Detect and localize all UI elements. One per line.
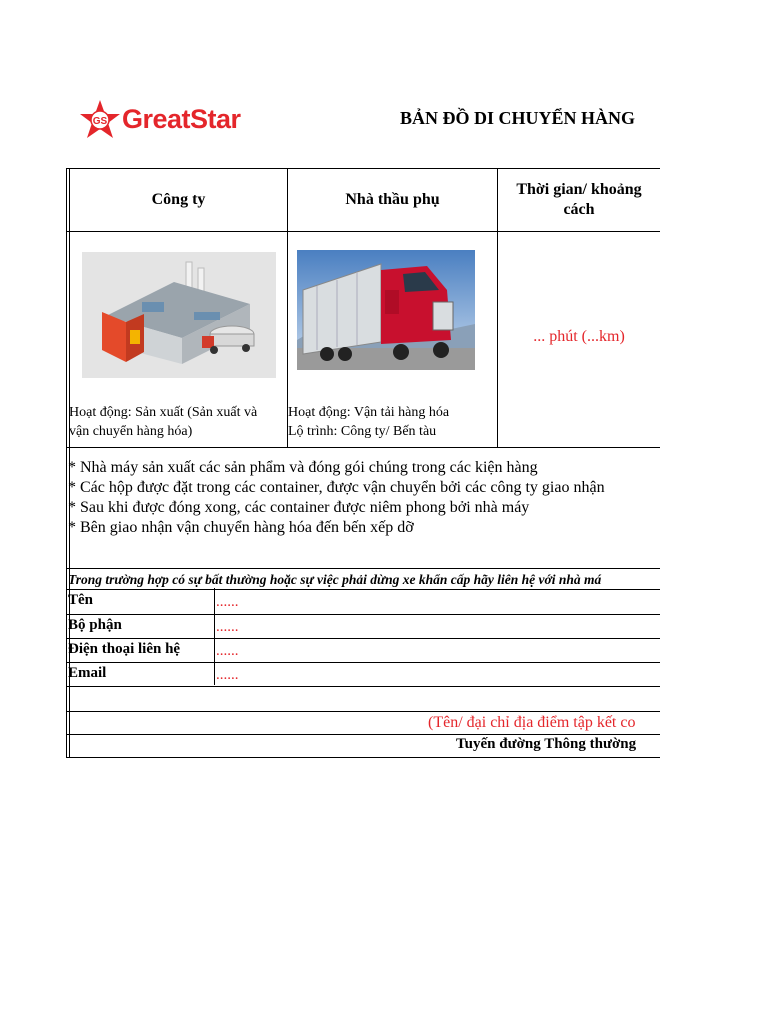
company-caption — [69, 403, 257, 441]
contact-label-department: Bộ phận — [68, 617, 122, 633]
contact-label-phone: Điện thoại liên hệ — [68, 641, 181, 657]
grid-line — [66, 168, 67, 758]
brand-name: GreatStar — [122, 104, 241, 134]
grid-line — [66, 662, 660, 663]
truck-image — [297, 250, 475, 370]
note-line: * Sau khi được đóng xong, các container được niêm phong bởi nhà máy — [68, 499, 530, 516]
contact-value-name: ...... — [216, 594, 239, 610]
note-line: * Các hộp được đặt trong các container, được vận chuyển bởi các công ty giao nhận — [68, 479, 605, 496]
grid-line — [66, 757, 660, 758]
contact-value-department: ...... — [216, 619, 239, 635]
contact-label-name: Tên — [68, 592, 94, 608]
header-company: Công ty — [151, 191, 206, 208]
grid-line — [66, 638, 660, 639]
note-line: * Bên giao nhận vận chuyển hàng hóa đến bến xếp dỡ — [68, 519, 414, 536]
page-title: BẢN ĐỒ DI CHUYỂN HÀNG — [400, 108, 636, 128]
assembly-point: (Tên/ đại chỉ địa điểm tập kết co — [428, 714, 636, 731]
company-activity: Hoạt động: Sản xuất (Sản xuất và — [69, 405, 258, 420]
company-activity-cont: vận chuyển hàng hóa) — [69, 424, 193, 439]
grid-line — [66, 231, 660, 232]
contact-value-email: ...... — [216, 667, 239, 683]
grid-line — [66, 614, 660, 615]
grid-line — [66, 447, 660, 448]
grid-line — [497, 168, 498, 448]
contact-value-phone: ...... — [216, 643, 239, 659]
star-badge-icon — [78, 98, 122, 142]
route-label: Tuyến đường Thông thường — [456, 736, 637, 752]
process-notes — [68, 458, 605, 538]
contact-label-email: Email — [68, 665, 107, 681]
emergency-note: Trong trường hợp có sự bất thường hoặc sự việc phải dừng xe khẩn cấp hãy liên hệ với nhà má — [68, 572, 602, 587]
subcontractor-activity: Hoạt động: Vận tải hàng hóa — [288, 405, 450, 420]
grid-line — [214, 588, 215, 685]
greatstar-logo — [78, 98, 258, 144]
route-map-sheet — [66, 168, 660, 758]
grid-line — [66, 734, 660, 735]
factory-image — [82, 252, 276, 378]
grid-line — [66, 568, 660, 569]
svg-text:GS: GS — [92, 116, 108, 127]
grid-line — [66, 589, 660, 590]
duration-distance: ... phút (...km) — [533, 328, 625, 345]
subcontractor-route: Lộ trình: Công ty/ Bến tàu — [288, 424, 437, 439]
note-line: * Nhà máy sản xuất các sản phẩm và đóng gói chúng trong các kiện hàng — [68, 459, 538, 476]
grid-line — [66, 686, 660, 687]
header-subcontractor: Nhà thầu phụ — [345, 191, 440, 208]
subcontractor-caption — [288, 403, 449, 441]
grid-line — [66, 711, 660, 712]
header-time-distance: Thời gian/ khoảng cách — [516, 181, 642, 218]
